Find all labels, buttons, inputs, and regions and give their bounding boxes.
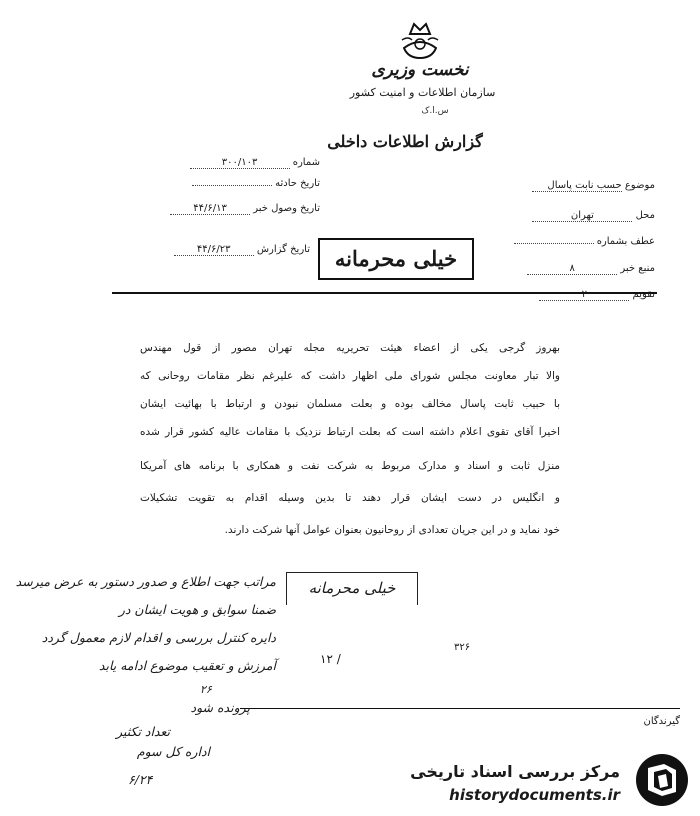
report-title: گزارش اطلاعات داخلی <box>327 132 483 151</box>
report-date-value: ۴۴/۶/۲۳ <box>174 244 254 256</box>
incident-date-field <box>150 178 320 189</box>
source-value: ۸ <box>527 263 617 275</box>
receipt-date-value: ۴۴/۶/۱۳ <box>170 203 250 215</box>
source-field <box>505 263 655 275</box>
body-line: اخیرا آقای تقوی اعلام داشته است که بعلت ارتباط نزدیک با مقامات عالیه کشور قرار شده <box>140 426 560 438</box>
receipt-date-field <box>130 203 320 215</box>
source-label: منبع خبر <box>620 263 655 274</box>
handwritten-number: ۲۶ <box>200 683 212 696</box>
body-line: والا تبار معاونت مجلس شورای ملی اظهار داشت که علیرغم نظر مقامات روحانی که <box>140 370 560 382</box>
handwritten-note: اداره کل سوم <box>136 744 210 759</box>
number-field <box>150 157 320 169</box>
body-line: بهروز گرجی یکی از اعضاء هیئت تحریریه مجله تهران مصور از قول مهندس <box>140 342 560 354</box>
handwritten-note: دایره کنترل بررسی و اقدام لازم معمول گردد <box>41 630 276 645</box>
receipt-date-label: تاریخ وصول خبر <box>253 203 320 214</box>
lion-sun-emblem-icon <box>394 14 446 62</box>
classification-stamp: خیلی محرمانه <box>318 238 474 280</box>
subject-label: موضوع <box>624 180 655 191</box>
subject-field <box>505 180 655 192</box>
evaluation-label: تقویم <box>632 289 655 300</box>
footer-divider <box>240 708 680 709</box>
body-line: با حبیب ثابت پاسال مخالف بوده و بعلت مسلمان نبودن و ارتباط با بهائیت ایشان <box>140 398 560 410</box>
ministry-title: نخست وزیری <box>371 60 469 80</box>
department-code: س.ا.ک <box>421 106 449 116</box>
evaluation-field <box>505 289 655 301</box>
location-field <box>505 210 655 222</box>
location-value: تهران <box>532 210 632 222</box>
handwritten-note: آمرزش و تعقیب موضوع ادامه یابد <box>98 658 276 673</box>
previous-ref-field <box>505 236 655 247</box>
number-value: ۳۰۰/۱۰۳ <box>190 157 290 169</box>
report-date-field <box>130 244 310 256</box>
number-label: شماره <box>292 157 320 168</box>
handwritten-note: ضمنا سوابق و هویت ایشان در <box>118 602 276 617</box>
handwritten-date: ۶/۲۴ <box>128 772 153 787</box>
body-line: و انگلیس در دست ایشان قرار دهند تا بدین وسیله اقدام به تقویت تشکیلات <box>140 492 560 504</box>
watermark-site: historydocuments.ir <box>449 786 620 804</box>
classification-stamp-repeat: خیلی محرمانه <box>286 572 418 605</box>
recipients-label: گیرندگان <box>643 716 680 727</box>
report-date-label: تاریخ گزارش <box>256 244 310 255</box>
handwritten-note: مراتب جهت اطلاع و صدور دستور به عرض میرسد <box>15 574 276 589</box>
body-line: منزل ثابت و اسناد و مدارک مربوط به شرکت نفت و همکاری با برنامه های آمریکا <box>140 460 560 472</box>
body-line: خود نماید و در این جریان تعدادی از روحانیون بعنوان عوامل آنها شرکت دارند. <box>224 524 560 536</box>
footer-mark: ۱۲ / <box>320 652 341 666</box>
location-label: محل <box>635 210 655 221</box>
archive-logo-icon <box>634 752 690 808</box>
incident-date-label: تاریخ حادثه <box>275 178 320 189</box>
subject-value: حسب نابت پاسال <box>532 180 622 192</box>
organization-name: سازمان اطلاعات و امنیت کشور <box>349 86 496 99</box>
header-divider <box>112 292 657 294</box>
footer-mark: ۳۲۶ <box>454 642 471 653</box>
evaluation-value: ۲ <box>539 289 629 301</box>
handwritten-note: تعداد تکثیر <box>116 724 170 739</box>
handwritten-note: پرونده شود <box>190 700 250 715</box>
watermark-org-name: مرکز بررسی اسناد تاریخی <box>410 762 620 781</box>
previous-ref-label: عطف بشماره <box>596 236 655 247</box>
